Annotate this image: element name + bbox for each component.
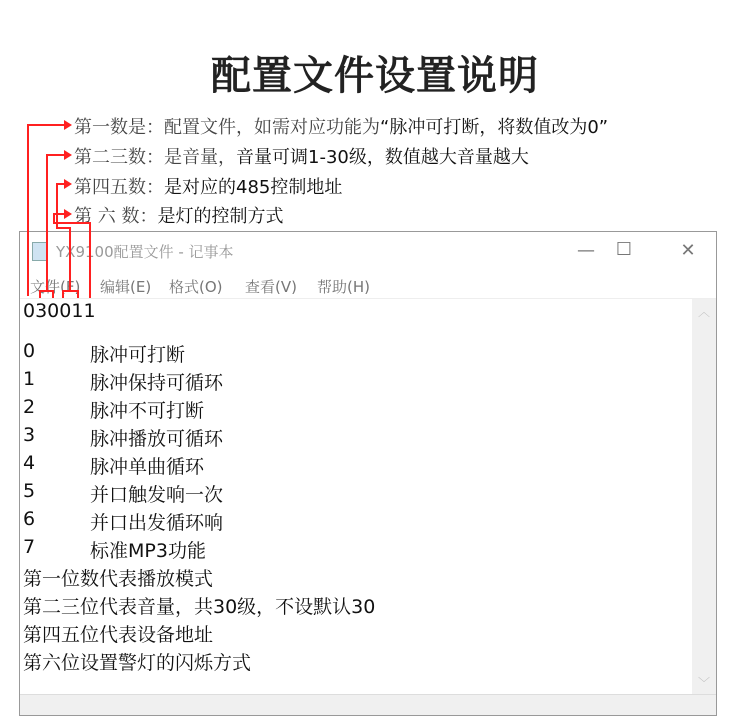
note-2 <box>74 143 529 169</box>
mode-row <box>23 340 186 366</box>
mode-description: 脉冲单曲循环 <box>90 456 205 478</box>
vertical-scrollbar[interactable] <box>692 299 716 695</box>
note-label: 第 六 数： <box>74 206 158 227</box>
menu-format[interactable]: 格式(O) <box>169 278 223 296</box>
note-label: 第四五数： <box>74 177 164 198</box>
minimize-button[interactable]: — <box>577 240 595 261</box>
status-bar <box>20 694 716 715</box>
menu-edit[interactable]: 编辑(E) <box>100 278 152 296</box>
mode-description: 标准MP3功能 <box>90 540 206 562</box>
mode-number: 4 <box>23 452 36 474</box>
window-title: YX9100配置文件 - 记事本 <box>56 243 234 261</box>
title-bar[interactable] <box>20 232 716 270</box>
note-label: 第一数是： <box>74 117 164 138</box>
menu-help[interactable]: 帮助(H) <box>317 278 370 296</box>
mode-number: 2 <box>23 396 36 418</box>
arrow-1 <box>64 120 72 130</box>
menu-file[interactable]: 文件(F) <box>30 278 81 296</box>
explain-line: 第六位设置警灯的闪烁方式 <box>23 652 252 674</box>
explain-line: 第一位数代表播放模式 <box>23 568 214 590</box>
explain-line: 第二三位代表音量，共30级，不设默认30 <box>23 596 376 618</box>
menu-bar <box>20 270 716 299</box>
mode-description: 脉冲可打断 <box>90 344 186 366</box>
mode-number: 3 <box>23 424 36 446</box>
mode-number: 0 <box>23 340 36 362</box>
mode-number: 1 <box>23 368 36 390</box>
note-3 <box>74 173 342 199</box>
note-text: 配置文件，如需对应功能为 <box>164 117 380 138</box>
note-1 <box>74 113 608 139</box>
mode-number: 5 <box>23 480 36 502</box>
mode-description: 并口出发循环响 <box>90 512 224 534</box>
mode-description: 脉冲不可打断 <box>90 400 205 422</box>
config-code: 030011 <box>23 300 96 322</box>
note-text: 是音量， <box>164 147 236 168</box>
note-4 <box>74 202 283 228</box>
note-bold: “脉冲可打断，将数值改为0” <box>380 117 609 138</box>
text-editor[interactable] <box>20 299 691 695</box>
mode-row <box>23 536 206 562</box>
mode-row <box>23 396 205 422</box>
mode-row <box>23 368 224 394</box>
note-bold: 是对应的485控制地址 <box>164 177 343 198</box>
arrow-3 <box>64 179 72 189</box>
scroll-up-icon[interactable]: ︿ <box>697 305 710 319</box>
note-label: 第二三数： <box>74 147 164 168</box>
notepad-window <box>19 231 717 716</box>
mode-row <box>23 480 224 506</box>
mode-number: 7 <box>23 536 36 558</box>
explain-line: 第四五位代表设备地址 <box>23 624 214 646</box>
maximize-button[interactable]: ☐ <box>615 239 633 260</box>
mode-description: 并口触发响一次 <box>90 484 224 506</box>
menu-view[interactable]: 查看(V) <box>245 278 297 296</box>
mode-number: 6 <box>23 508 36 530</box>
mode-row <box>23 508 224 534</box>
notepad-icon <box>32 242 48 261</box>
arrow-2 <box>64 150 72 160</box>
page-title: 配置文件设置说明 <box>211 53 539 99</box>
note-bold: 是灯的控制方式 <box>157 206 284 227</box>
mode-description: 脉冲保持可循环 <box>90 372 224 394</box>
arrow-4 <box>64 209 72 219</box>
note-bold: 音量可调1-30级，数值越大音量越大 <box>236 147 529 168</box>
close-button[interactable]: ✕ <box>680 240 696 261</box>
mode-description: 脉冲播放可循环 <box>90 428 224 450</box>
scroll-down-icon[interactable]: ﹀ <box>697 676 710 690</box>
mode-row <box>23 424 224 450</box>
mode-row <box>23 452 205 478</box>
